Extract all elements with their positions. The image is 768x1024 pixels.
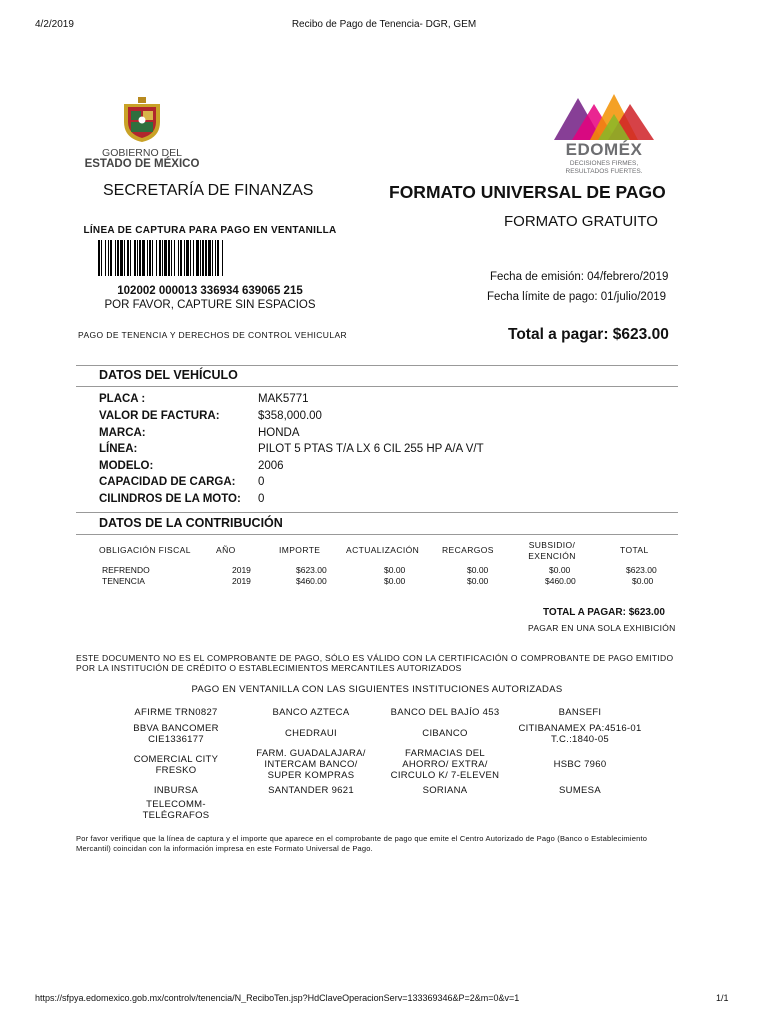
barcode-bar xyxy=(127,240,129,276)
barcode-bar xyxy=(215,240,216,276)
barcode-bar xyxy=(202,240,204,276)
barcode-bar xyxy=(98,240,100,276)
print-title: Recibo de Pago de Tenencia- DGR, GEM xyxy=(291,19,477,30)
barcode-bar xyxy=(137,240,138,276)
cell-obligacion: TENENCIA xyxy=(102,576,145,586)
fecha-emision: Fecha de emisión: 04/febrero/2019 xyxy=(490,271,669,283)
edomex-tag2: RESULTADOS FUERTES. xyxy=(565,168,643,175)
barcode-bar xyxy=(164,240,167,276)
institucion-item: SORIANA xyxy=(422,785,468,796)
institucion-item: BANCO DEL BAJÍO 453 xyxy=(390,707,500,718)
gobierno-logo xyxy=(80,96,204,176)
total-a-pagar: TOTAL A PAGAR: $623.00 xyxy=(543,607,665,618)
barcode-bar xyxy=(162,240,163,276)
barcode-bar xyxy=(120,240,123,276)
barcode-bar xyxy=(124,240,125,276)
vehiculo-label: PLACA : xyxy=(99,393,146,405)
barcode-bar xyxy=(108,240,109,276)
institucion-item: BANSEFI xyxy=(558,707,602,718)
concepto: PAGO DE TENENCIA Y DERECHOS DE CONTROL VEHICULAR xyxy=(78,330,348,340)
captura-number: 102002 000013 336934 639065 215 xyxy=(117,285,303,297)
barcode-bar xyxy=(222,240,223,276)
barcode-bar xyxy=(110,240,112,276)
pagar-exhibicion: PAGAR EN UNA SOLA EXHIBICIÓN xyxy=(528,623,676,633)
barcode-bar xyxy=(196,240,199,276)
barcode-bar xyxy=(168,240,170,276)
institucion-item: SUMESA xyxy=(559,785,601,796)
institucion-item: INBURSA xyxy=(153,785,199,796)
aviso-text: ESTE DOCUMENTO NO ES EL COMPROBANTE DE PAGO, SÓLO ES VÁLIDO CON LA CERTIFICACIÓN O COMPROBANTE DE PAGO EMITIDO POR LA INSTITUCIÓN DE CRÉDITO O ESTABLECIMIENTOS MERCANTILES AUTORIZADOS xyxy=(76,653,674,673)
vehiculo-title: DATOS DEL VEHÍCULO xyxy=(99,368,238,382)
print-date: 4/2/2019 xyxy=(35,19,74,30)
escudo-icon xyxy=(118,96,166,144)
cell-recargos: $0.00 xyxy=(467,565,489,575)
vehiculo-label: LÍNEA: xyxy=(99,443,138,455)
print-url[interactable]: https://sfpya.edomexico.gob.mx/controlv/tenencia/N_ReciboTen.jsp?HdClaveOperacionServ=133369346&P=2&m=0&v=1 xyxy=(35,993,520,1003)
col-header-total: TOTAL xyxy=(620,545,649,555)
vehiculo-value: MAK5771 xyxy=(258,393,309,405)
edomex-name: EDOMÉX xyxy=(565,140,643,159)
barcode-bar xyxy=(205,240,207,276)
barcode-bar xyxy=(180,240,182,276)
vehiculo-value: PILOT 5 PTAS T/A LX 6 CIL 255 HP A/A V/T xyxy=(258,443,484,455)
institucion-item: BANCO AZTECA xyxy=(272,707,350,718)
barcode-icon xyxy=(98,240,322,276)
barcode-bar xyxy=(178,240,179,276)
formato-subtitle: FORMATO GRATUITO xyxy=(504,213,658,230)
barcode-bar xyxy=(190,240,191,276)
barcode-bar xyxy=(159,240,161,276)
nota-text: Por favor verifique que la línea de captura y el importe que aparece en el comprobante de pago que emite el Centro Autorizado de Pago (Banco o Establecimiento Mercantil) coincidan con la información impresa en este Formato Universal de Pago. xyxy=(76,834,648,853)
cell-importe: $460.00 xyxy=(296,576,327,586)
col-header-exencion: EXENCIÓN xyxy=(528,551,576,561)
barcode-bar xyxy=(134,240,136,276)
barcode-bar xyxy=(193,240,194,276)
formato-title: FORMATO UNIVERSAL DE PAGO xyxy=(389,182,666,202)
vehiculo-label: VALOR DE FACTURA: xyxy=(99,410,220,422)
fecha-limite: Fecha límite de pago: 01/julio/2019 xyxy=(487,291,667,303)
cell-anio: 2019 xyxy=(232,565,251,575)
barcode-bar xyxy=(184,240,185,276)
print-page: 1/1 xyxy=(716,993,729,1003)
cell-actualizacion: $0.00 xyxy=(384,565,406,575)
cell-total: $623.00 xyxy=(626,565,657,575)
cell-total: $0.00 xyxy=(632,576,654,586)
cell-obligacion: REFRENDO xyxy=(102,565,150,575)
institucion-item: HSBC 7960 xyxy=(553,759,607,770)
barcode-bar xyxy=(171,240,172,276)
cell-actualizacion: $0.00 xyxy=(384,576,406,586)
edomex-tag1: DECISIONES FIRMES, xyxy=(569,160,639,167)
barcode-bar xyxy=(115,240,116,276)
barcode-bar xyxy=(186,240,189,276)
edomex-logo xyxy=(552,94,656,180)
cell-anio: 2019 xyxy=(232,576,251,586)
cell-importe: $623.00 xyxy=(296,565,327,575)
institucion-item: CITIBANAMEX PA:4516-01 T.C.:1840-05 xyxy=(518,723,642,745)
col-header-importe: IMPORTE xyxy=(279,545,321,555)
barcode-bar xyxy=(139,240,141,276)
institucion-item: FARM. GUADALAJARA/ INTERCAM BANCO/ SUPER KOMPRAS xyxy=(256,748,366,781)
barcode-bar xyxy=(200,240,201,276)
vehiculo-label: CAPACIDAD DE CARGA: xyxy=(99,476,236,488)
edomex-mark-icon xyxy=(554,94,654,140)
cell-recargos: $0.00 xyxy=(467,576,489,586)
barcode-bar xyxy=(208,240,211,276)
barcode-bar xyxy=(212,240,213,276)
institucion-item: SANTANDER 9621 xyxy=(268,785,354,796)
barcode-bar xyxy=(156,240,157,276)
barcode-bar xyxy=(149,240,151,276)
vehiculo-value: HONDA xyxy=(258,427,300,439)
institucion-item: CIBANCO xyxy=(422,728,468,739)
institucion-item: TELECOMM- TELÉGRAFOS xyxy=(142,799,210,821)
col-header-subsidio: SUBSIDIO/ xyxy=(528,540,576,550)
vehiculo-value: 0 xyxy=(258,493,265,505)
gobierno-line2: ESTADO DE MÉXICO xyxy=(84,158,200,170)
vehiculo-label: MODELO: xyxy=(99,460,154,472)
vehiculo-label: MARCA: xyxy=(99,427,146,439)
barcode-bar xyxy=(152,240,153,276)
barcode-bar xyxy=(105,240,106,276)
barcode-bar xyxy=(142,240,145,276)
institucion-item: CHEDRAUI xyxy=(284,728,337,739)
contribucion-title: DATOS DE LA CONTRIBUCIÓN xyxy=(99,516,283,530)
instituciones-title: PAGO EN VENTANILLA CON LAS SIGUIENTES INSTITUCIONES AUTORIZADAS xyxy=(191,684,563,695)
total-header: Total a pagar: $623.00 xyxy=(508,326,669,343)
barcode-bar xyxy=(174,240,175,276)
barcode-bar xyxy=(217,240,219,276)
barcode-bar xyxy=(147,240,148,276)
col-header-actualizacion: ACTUALIZACIÓN xyxy=(346,545,420,555)
institucion-item: BBVA BANCOMER CIE1336177 xyxy=(133,723,219,745)
barcode-bar xyxy=(101,240,102,276)
vehiculo-value: 2006 xyxy=(258,460,284,472)
gobierno-line1: GOBIERNO DEL xyxy=(102,147,182,159)
col-header-recargos: RECARGOS xyxy=(442,545,494,555)
captura-title: LÍNEA DE CAPTURA PARA PAGO EN VENTANILLA xyxy=(83,225,337,236)
cell-subsidio: $0.00 xyxy=(549,565,571,575)
institucion-item: AFIRME TRN0827 xyxy=(134,707,218,718)
col-header-anio: AÑO xyxy=(216,545,236,555)
institucion-item: FARMACIAS DEL AHORRO/ EXTRA/ CIRCULO K/ 7-ELEVEN xyxy=(390,748,500,781)
vehiculo-value: $358,000.00 xyxy=(258,410,322,422)
barcode-bar xyxy=(130,240,131,276)
cell-subsidio: $460.00 xyxy=(545,576,576,586)
vehiculo-label: CILINDROS DE LA MOTO: xyxy=(99,493,241,505)
captura-hint: POR FAVOR, CAPTURE SIN ESPACIOS xyxy=(104,299,316,311)
vehiculo-value: 0 xyxy=(258,476,265,488)
institucion-item: COMERCIAL CITY FRESKO xyxy=(133,754,219,776)
col-header-obligacion: OBLIGACIÓN FISCAL xyxy=(99,545,191,555)
secretaria-title: SECRETARÍA DE FINANZAS xyxy=(103,182,314,199)
barcode-bar xyxy=(117,240,119,276)
